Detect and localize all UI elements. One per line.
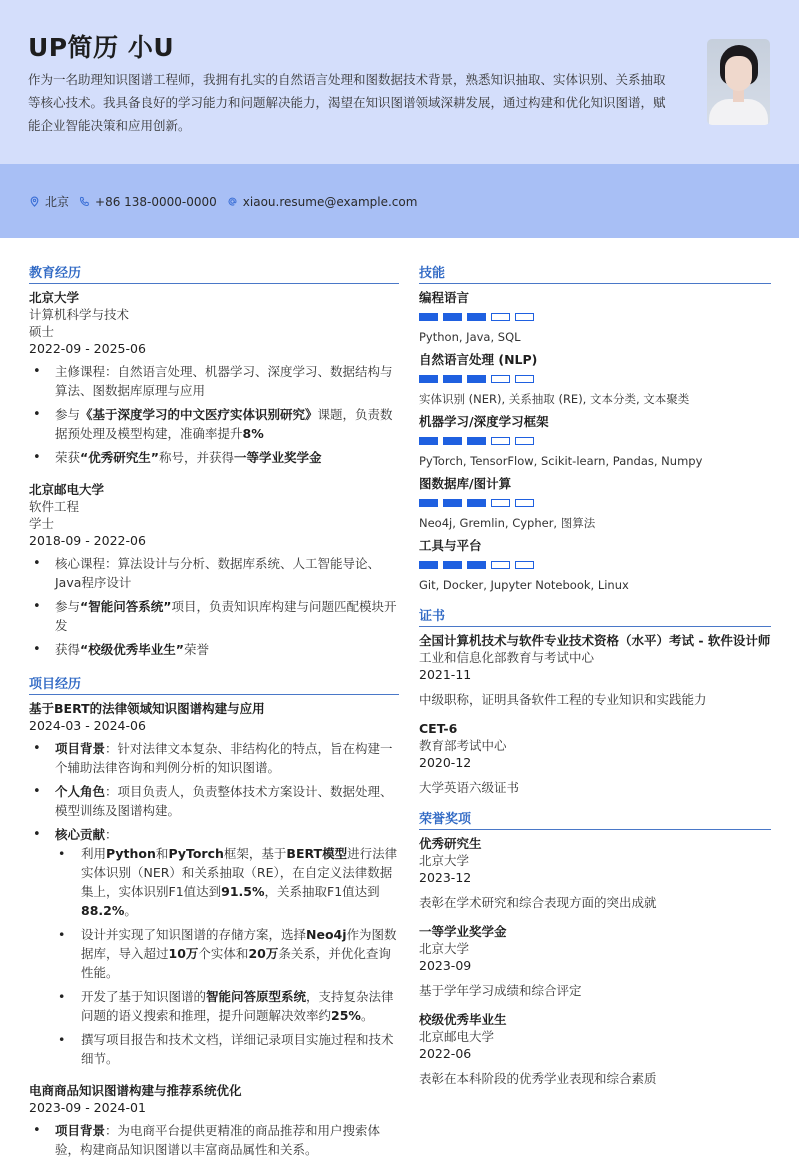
bullet-label: 个人角色 (55, 784, 106, 799)
skill-item (419, 413, 771, 469)
skill-name: 图数据库/图计算 (419, 476, 512, 491)
bullet-item (29, 1121, 399, 1159)
award-desc: 基于学年学习成绩和综合评定 (419, 983, 582, 998)
bullet-bold: “智能问答系统” (80, 599, 172, 614)
degree: 学士 (29, 516, 55, 531)
bullet-item (29, 739, 399, 777)
certificate-item (419, 632, 771, 708)
bold: 88.2% (81, 903, 125, 918)
contribution-list (55, 844, 399, 1068)
award-issuer: 北京邮电大学 (419, 1029, 495, 1044)
skill-segment-empty (515, 561, 534, 569)
skill-segment-empty (491, 375, 510, 383)
skill-level-bar (419, 437, 771, 445)
bold: 智能问答原型系统 (206, 989, 307, 1004)
school-name: 北京邮电大学 (29, 482, 105, 497)
award-date: 2023-09 (419, 958, 472, 973)
skills-section (419, 262, 771, 593)
award-issuer: 北京大学 (419, 941, 470, 956)
bullet-text: 主修课程：自然语言处理、机器学习、深度学习、数据结构与算法、图数据库原理与应用 (55, 364, 393, 398)
award-name: 校级优秀毕业生 (419, 1012, 507, 1027)
skill-segment-filled (443, 375, 462, 383)
bullet-text: 课题，负责数据预处理及模型构建，准确率提升 (55, 407, 393, 441)
skill-level-bar (419, 561, 771, 569)
education-bullets (29, 554, 399, 659)
skills-list (419, 289, 771, 593)
skill-name: 机器学习/深度学习框架 (419, 414, 549, 429)
bullet-item (29, 640, 399, 659)
award-name: 优秀研究生 (419, 836, 482, 851)
certificate-issuer: 工业和信息化部教育与考试中心 (419, 650, 595, 665)
award-date: 2022-06 (419, 1046, 472, 1061)
certificate-name: 全国计算机技术与软件专业技术资格（水平）考试 - 软件设计师 (419, 633, 771, 648)
bullet-text: 参与 (55, 599, 81, 614)
skill-name: 工具与平台 (419, 538, 482, 553)
award-desc: 表彰在本科阶段的优秀学业表现和综合素质 (419, 1071, 657, 1086)
education-entry (29, 481, 399, 659)
certificate-date: 2020-12 (419, 755, 472, 770)
award-item (419, 1011, 771, 1087)
contact-phone (79, 195, 217, 209)
skill-segment-empty (515, 499, 534, 507)
skill-level-bar (419, 375, 771, 383)
certificate-desc: 中级职称，证明具备软件工程的专业知识和实践能力 (419, 692, 707, 707)
bullet-item (29, 597, 399, 635)
certificate-name: CET-6 (419, 721, 458, 736)
bullet-text: 项目，负责知识库构建与问题匹配模块开发 (55, 599, 397, 633)
text: 设计并实现了知识图谱的存储方案，选择 (81, 927, 307, 942)
skill-segment-filled (419, 499, 438, 507)
skill-name: 编程语言 (419, 290, 470, 305)
skill-segment-empty (491, 437, 510, 445)
text: 开发了基于知识图谱的 (81, 989, 207, 1004)
bold: 10万 (168, 946, 199, 961)
skill-segment-empty (515, 437, 534, 445)
skill-segment-empty (515, 375, 534, 383)
candidate-name: UP简历 小U (28, 33, 175, 62)
text: 作为图数据库，导入超过 (81, 927, 397, 961)
bullet-item (29, 782, 399, 820)
photo-body (709, 99, 768, 125)
skill-desc: Git, Docker, Jupyter Notebook, Linux (419, 578, 629, 592)
skill-segment-filled (467, 375, 486, 383)
education-bullets (29, 362, 399, 467)
project-name: 基于BERT的法律领域知识图谱构建与应用 (29, 701, 265, 716)
skill-segment-filled (467, 313, 486, 321)
major: 软件工程 (29, 499, 80, 514)
bullet-text: ： (105, 827, 118, 842)
text: 利用 (81, 846, 107, 861)
award-date: 2023-12 (419, 870, 472, 885)
skill-segment-filled (443, 561, 462, 569)
bullet-label: 核心贡献 (55, 827, 106, 842)
profile-summary: 作为一名助理知识图谱工程师，我拥有扎实的自然语言处理和图数据技术背景，熟悉知识抽取、实体识别、关系抽取等核心技术。我具备良好的学习能力和问题解决能力，渴望在知识图谱领域深耕发展，通过构建和优化知识图谱，赋能企业智能决策和应用创新。 (28, 72, 666, 133)
bullet-item (29, 405, 399, 443)
section-title-certificates: 证书 (419, 605, 771, 627)
skill-item (419, 289, 771, 345)
date-range: 2024-03 - 2024-06 (29, 718, 146, 733)
sub-bullet-item (55, 987, 399, 1025)
skill-item (419, 537, 771, 593)
text: 进行法律实体识别（NER）和关系抽取（RE），在自定义法律数据集上，实体识别F1值达到 (81, 846, 398, 899)
date-range: 2023-09 - 2024-01 (29, 1100, 146, 1115)
text: 。 (124, 903, 137, 918)
phone-icon (79, 196, 90, 207)
bold: 20万 (248, 946, 279, 961)
at-sign-icon (227, 196, 238, 207)
date-range: 2022-09 - 2025-06 (29, 341, 146, 356)
bullet-text: 称号，并获得 (158, 450, 234, 465)
location-text: 北京 (45, 195, 70, 209)
section-title-projects: 项目经历 (29, 673, 399, 695)
section-title-awards: 荣誉奖项 (419, 808, 771, 830)
certificate-date: 2021-11 (419, 667, 472, 682)
contact-email (227, 195, 418, 209)
bullet-text: 荣誉 (183, 642, 209, 657)
certificates-section (419, 605, 771, 796)
resume-header (0, 0, 799, 164)
text: 个实体和 (198, 946, 249, 961)
skill-segment-filled (443, 313, 462, 321)
certificate-desc: 大学英语六级证书 (419, 780, 520, 795)
award-issuer: 北京大学 (419, 853, 470, 868)
skill-segment-filled (467, 437, 486, 445)
bullet-label: 项目背景 (55, 1123, 106, 1138)
bullet-bold: “校级优秀毕业生” (80, 642, 184, 657)
skill-segment-empty (491, 499, 510, 507)
degree: 硕士 (29, 324, 55, 339)
skill-segment-filled (419, 437, 438, 445)
sub-bullet-item (55, 1030, 399, 1068)
text: 撰写项目报告和技术文档，详细记录项目实施过程和技术细节。 (81, 1032, 394, 1066)
skill-segment-filled (419, 375, 438, 383)
bullet-bold: 《基于深度学习的中文医疗实体识别研究》 (80, 407, 318, 422)
bullet-text: 荣获 (55, 450, 81, 465)
awards-section (419, 808, 771, 1087)
left-column (29, 262, 399, 1173)
bold: Python (106, 846, 156, 861)
skill-segment-filled (467, 561, 486, 569)
skill-level-bar (419, 499, 771, 507)
project-entry (29, 700, 399, 1068)
project-entry (29, 1082, 399, 1159)
bullet-text: 核心课程：算法设计与分析、数据库系统、人工智能导论、Java程序设计 (55, 556, 381, 590)
bullet-text: ：项目负责人，负责整体技术方案设计、数据处理、模型训练及图谱构建。 (55, 784, 393, 818)
photo-face (725, 56, 752, 91)
skill-item (419, 475, 771, 531)
bullet-bold: 一等学业奖学金 (233, 450, 322, 465)
skill-segment-empty (515, 313, 534, 321)
skill-desc: Python, Java, SQL (419, 330, 521, 344)
certificate-issuer: 教育部考试中心 (419, 738, 507, 753)
bullet-item (29, 448, 399, 467)
bold: BERT模型 (286, 846, 348, 861)
school-name: 北京大学 (29, 290, 80, 305)
bullet-bold: “优秀研究生” (80, 450, 159, 465)
phone-text[interactable]: +86 138-0000-0000 (95, 194, 217, 209)
award-item (419, 923, 771, 999)
bold: 25% (331, 1008, 361, 1023)
text: ，关系抽取F1值达到 (264, 884, 380, 899)
section-title-skills: 技能 (419, 262, 771, 284)
project-bullets (29, 1121, 399, 1159)
award-name: 一等学业奖学金 (419, 924, 507, 939)
contact-bar (0, 164, 799, 238)
education-entry (29, 289, 399, 467)
bold: 91.5% (221, 884, 265, 899)
date-range: 2018-09 - 2022-06 (29, 533, 146, 548)
skill-segment-filled (467, 499, 486, 507)
right-column (419, 262, 771, 1099)
education-section (29, 262, 399, 659)
skill-segment-filled (419, 313, 438, 321)
contact-location (29, 193, 69, 210)
bullet-text: ：为电商平台提供更精准的商品推荐和用户搜索体验，构建商品知识图谱以丰富商品属性和关系。 (55, 1123, 381, 1157)
text: ，支持复杂法律问题的语义搜索和推理，提升问题解决效率约 (81, 989, 394, 1023)
major: 计算机科学与技术 (29, 307, 130, 322)
certificate-item (419, 720, 771, 796)
skill-item (419, 351, 771, 407)
skill-segment-filled (443, 499, 462, 507)
skill-name: 自然语言处理 (NLP) (419, 352, 538, 367)
bullet-item (29, 554, 399, 592)
bullet-label: 项目背景 (55, 741, 106, 756)
text: 。 (360, 1008, 374, 1023)
project-name: 电商商品知识图谱构建与推荐系统优化 (29, 1083, 242, 1098)
skill-level-bar (419, 313, 771, 321)
text: 条关系，并优化查询性能。 (81, 946, 391, 980)
skill-segment-filled (443, 437, 462, 445)
contact-row (29, 193, 417, 210)
bullet-text: ：针对法律文本复杂、非结构化的特点，旨在构建一个辅助法律咨询和判例分析的知识图谱。 (55, 741, 393, 775)
bullet-item (29, 825, 399, 1068)
section-title-education: 教育经历 (29, 262, 399, 284)
text: 和 (155, 846, 169, 861)
projects-section (29, 673, 399, 1159)
bullet-text: 参与 (55, 407, 81, 422)
bullet-item (29, 362, 399, 400)
project-bullets (29, 739, 399, 1068)
award-item (419, 835, 771, 911)
sub-bullet-item (55, 844, 399, 920)
skill-desc: PyTorch, TensorFlow, Scikit-learn, Pandas, Numpy (419, 454, 703, 468)
skill-segment-filled (419, 561, 438, 569)
bullet-text: 获得 (55, 642, 81, 657)
sub-bullet-item (55, 925, 399, 982)
profile-photo (707, 39, 770, 125)
location-pin-icon (29, 196, 40, 207)
skill-desc: 实体识别 (NER), 关系抽取 (RE), 文本分类, 文本聚类 (419, 392, 690, 406)
bold: Neo4j (306, 927, 347, 942)
skill-segment-empty (491, 313, 510, 321)
email-text[interactable]: xiaou.resume@example.com (242, 194, 418, 209)
skill-desc: Neo4j, Gremlin, Cypher, 图算法 (419, 516, 596, 530)
text: 框架，基于 (223, 846, 287, 861)
skill-segment-empty (491, 561, 510, 569)
bullet-bold: 8% (242, 426, 264, 441)
bold: PyTorch (168, 846, 224, 861)
award-desc: 表彰在学术研究和综合表现方面的突出成就 (419, 895, 657, 910)
